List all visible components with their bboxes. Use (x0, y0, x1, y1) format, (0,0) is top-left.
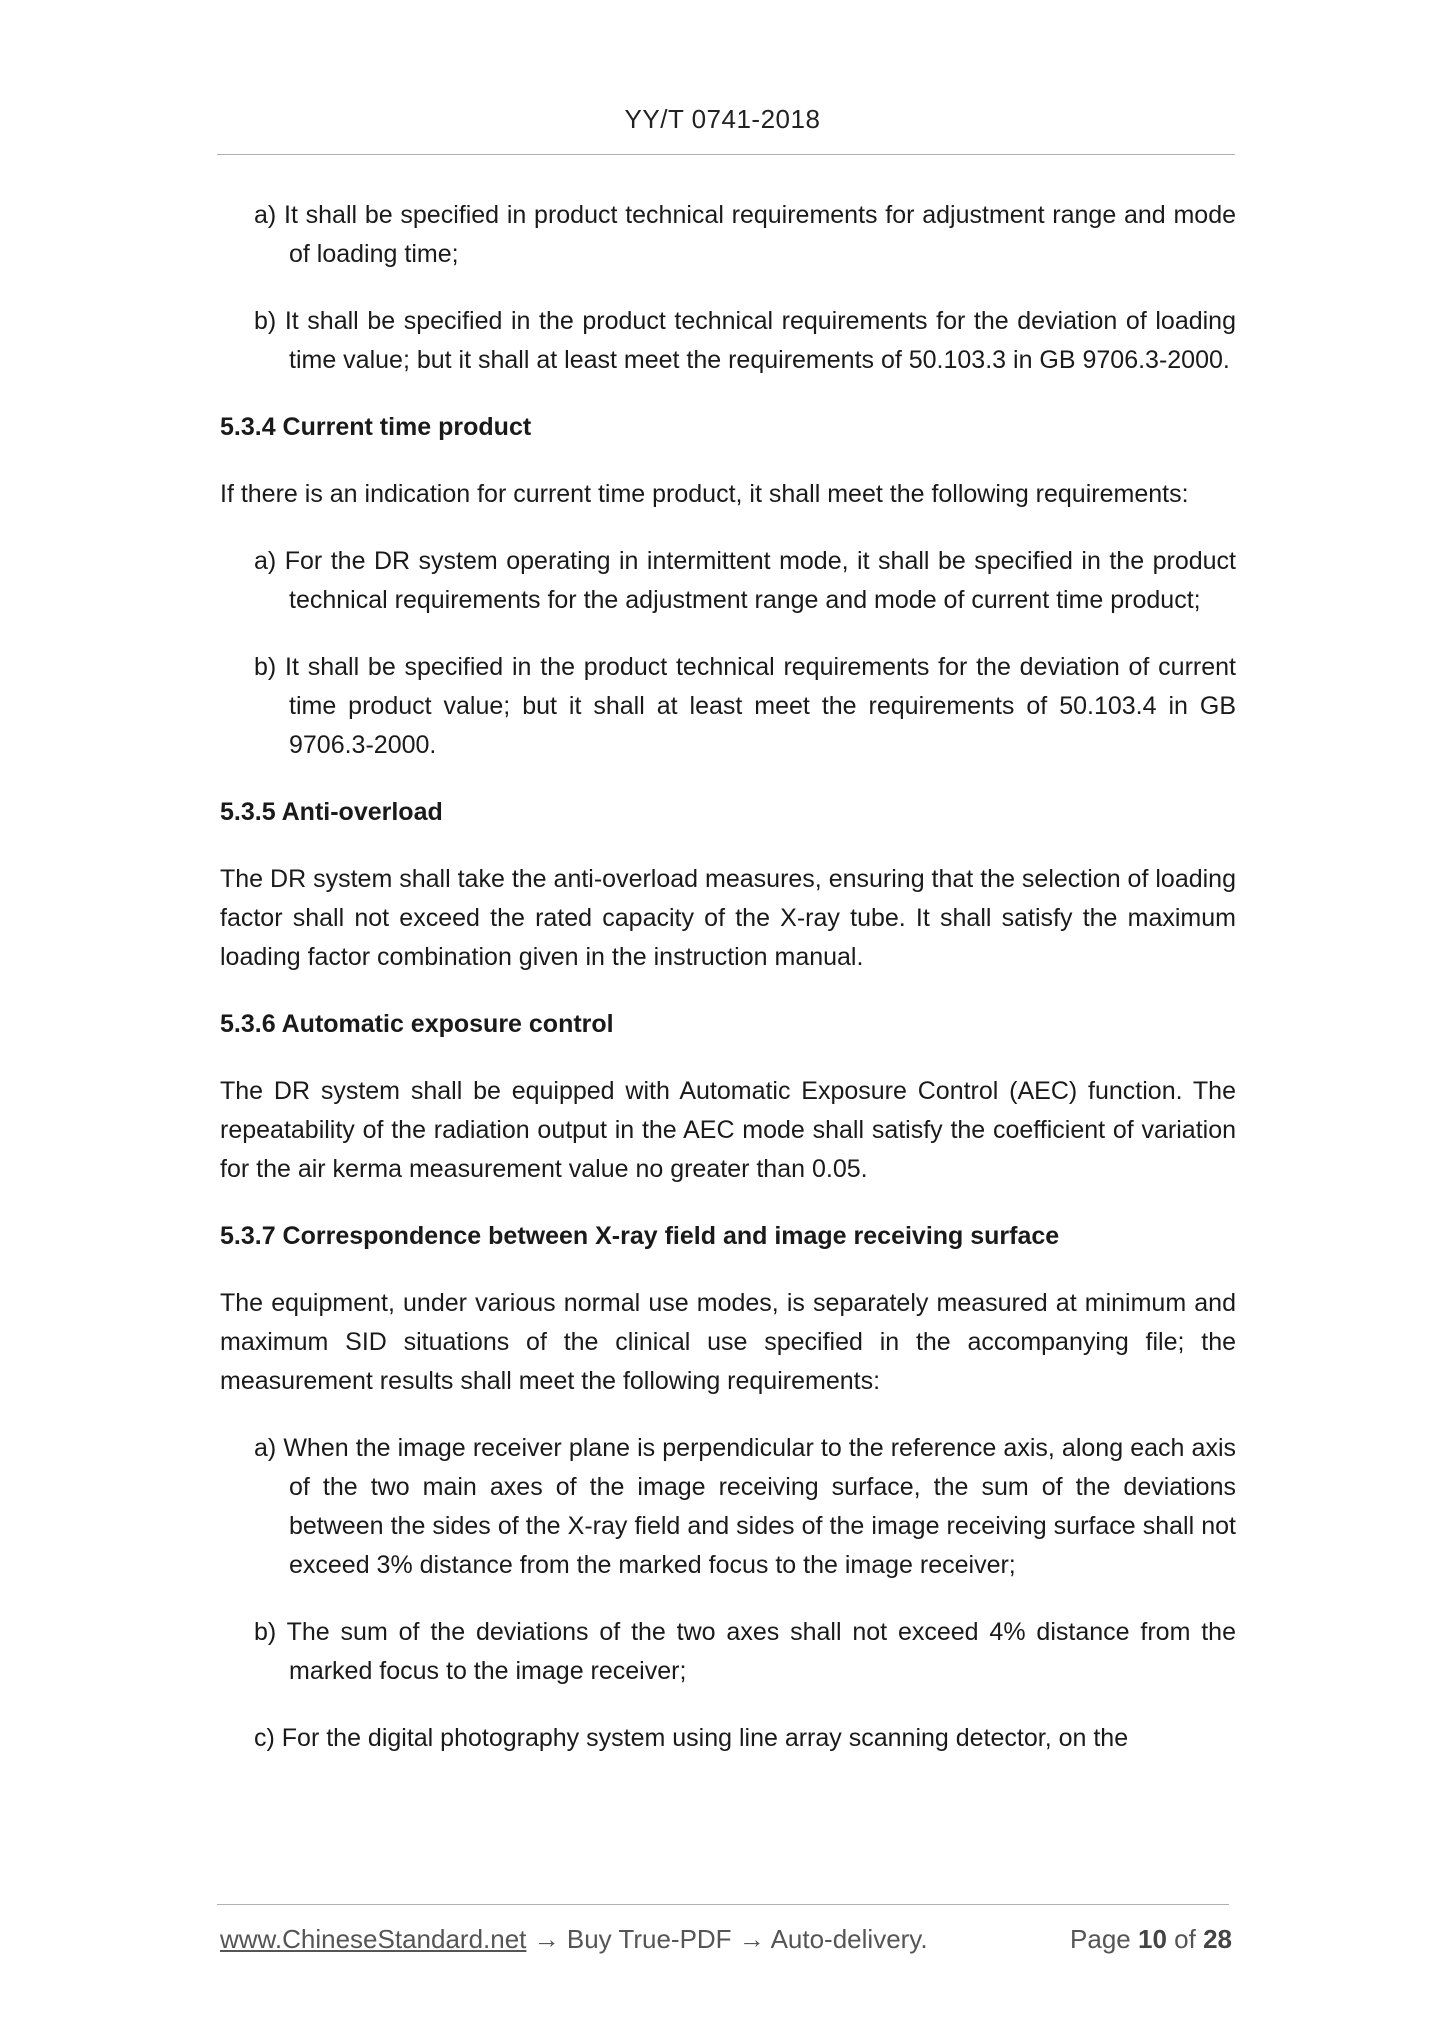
document-id-header: YY/T 0741-2018 (624, 104, 821, 134)
header-divider (217, 154, 1235, 155)
section-paragraph-5-3-5: The DR system shall take the anti-overload measures, ensuring that the selection of loading factor shall not exceed the rated capacity of the X-ray tube. It shall satisfy the maximum loading factor combination given in the instruction manual. (220, 865, 1236, 971)
list-item-a-current-time: a) For the DR system operating in intermittent mode, it shall be specified in the product technical requirements for the adjustment range and mode of current time product; (254, 547, 1236, 614)
footer-divider (217, 1904, 1229, 1905)
of-label: of (1174, 1924, 1196, 1954)
section-heading-5-3-6: 5.3.6 Automatic exposure control (220, 1010, 614, 1038)
section-paragraph-5-3-4: If there is an indication for current time product, it shall meet the following requirements: (220, 480, 1189, 508)
page-indicator (1070, 1924, 1232, 1955)
section-heading-5-3-4: 5.3.4 Current time product (220, 413, 532, 441)
list-item-b-axes-deviation: b) The sum of the deviations of the two axes shall not exceed 4% distance from the marked focus to the image receiver; (254, 1618, 1236, 1685)
list-item-a-xray-field: a) When the image receiver plane is perpendicular to the reference axis, along each axis of the two main axes of the image receiving surface, the sum of the deviations between the sides of the X-ray field and sides of the image receiving surface shall not exceed 3% distance from the marked focus to the image receiver; (254, 1434, 1236, 1579)
section-paragraph-5-3-7: The equipment, under various normal use modes, is separately measured at minimum and maximum SID situations of the clinical use specified in the accompanying file; the measurement results shall meet the following requirements: (220, 1289, 1236, 1395)
page-footer (220, 1924, 1232, 1955)
page-label: Page (1070, 1924, 1131, 1954)
list-item-b-loading-deviation: b) It shall be specified in the product technical requirements for the deviation of loading time value; but it shall at least meet the requirements of 50.103.3 in GB 9706.3-2000. (254, 307, 1236, 374)
list-item-b-current-time-deviation: b) It shall be specified in the product technical requirements for the deviation of current time product value; but it shall at least meet the requirements of 50.103.4 in GB 9706.3-2000. (254, 653, 1236, 759)
total-pages: 28 (1203, 1924, 1232, 1954)
list-item-a-loading-time: a) It shall be specified in product technical requirements for adjustment range and mode of loading time; (254, 201, 1236, 268)
section-paragraph-5-3-6: The DR system shall be equipped with Automatic Exposure Control (AEC) function. The repeatability of the radiation output in the AEC mode shall satisfy the coefficient of variation for the air kerma measurement value no greater than 0.05. (220, 1077, 1236, 1183)
page-number: 10 (1138, 1924, 1167, 1954)
section-heading-5-3-5: 5.3.5 Anti-overload (220, 798, 443, 826)
document-body (220, 196, 1236, 1758)
list-item-c-line-array: c) For the digital photography system using line array scanning detector, on the (254, 1724, 1129, 1752)
promo-text: → Buy True-PDF → Auto-delivery. (526, 1924, 928, 1954)
site-link[interactable]: www.ChineseStandard.net (220, 1924, 527, 1954)
section-heading-5-3-7: 5.3.7 Correspondence between X-ray field and image receiving surface (220, 1222, 1060, 1250)
